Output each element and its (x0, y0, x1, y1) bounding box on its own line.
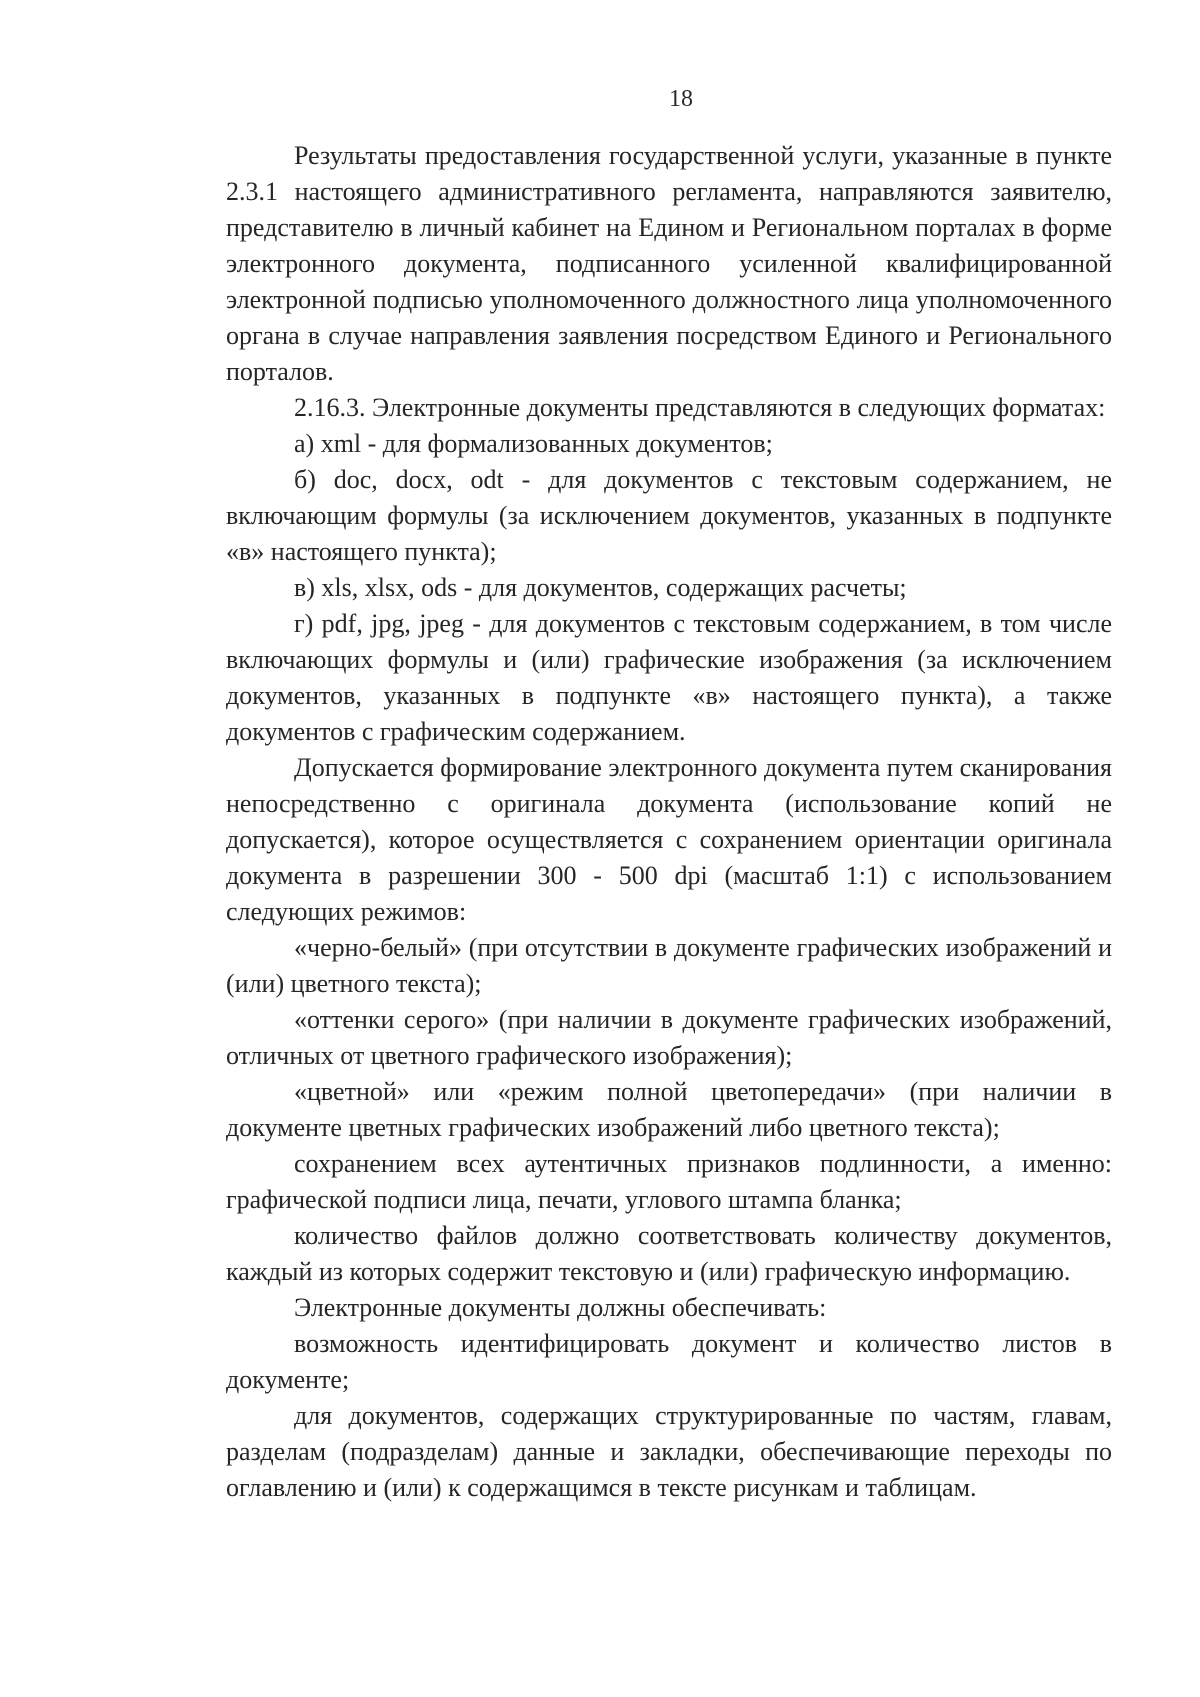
paragraph-file-count: количество файлов должно соответствовать количеству документов, каждый из которых содержит текстовую и (или) графическую информацию. (226, 1221, 1112, 1286)
requirement-identify: возможность идентифицировать документ и количество листов в документе; (226, 1329, 1112, 1394)
mode-color: «цветной» или «режим полной цветопередачи» (при наличии в документе цветных графических изображений либо цветного текста); (226, 1077, 1112, 1142)
list-item-pdf: г) pdf, jpg, jpeg - для документов с текстовым содержанием, в том числе включающих формулы и (или) графические изображения (за исключением документов, указанных в подпункте «в» настоящего пункта), а также документов с графическим содержанием. (226, 609, 1112, 746)
list-item-xls: в) xls, xlsx, ods - для документов, содержащих расчеты; (294, 573, 907, 602)
paragraph-formats-intro: 2.16.3. Электронные документы представляются в следующих форматах: (294, 393, 1106, 422)
paragraph-results-delivery: Результаты предоставления государственной услуги, указанные в пункте 2.3.1 настоящего административного регламента, направляются заявителю, представителю в личный кабинет на Едином и Региональном порталах в форме электронного документа, подписанного усиленной квалифицированной электронной подписью уполномоченного должностного лица уполномоченного органа в случае направления заявления посредством Единого и Регионального порталов. (226, 141, 1112, 386)
paragraph-requirements-intro: Электронные документы должны обеспечивать: (294, 1293, 827, 1322)
page-number: 18 (669, 86, 693, 112)
requirement-structure: для документов, содержащих структурированные по частям, главам, разделам (подразделам) данные и закладки, обеспечивающие переходы по оглавлению и (или) к содержащимся в тексте рисункам и таблицам. (226, 1401, 1112, 1502)
list-item-doc: б) doc, docx, odt - для документов с текстовым содержанием, не включающим формулы (за исключением документов, указанных в подпункте «в» настоящего пункта); (226, 465, 1112, 566)
list-item-xml: а) xml - для формализованных документов; (294, 429, 773, 458)
mode-grayscale: «оттенки серого» (при наличии в документе графических изображений, отличных от цветного графического изображения); (226, 1005, 1112, 1070)
paragraph-scanning: Допускается формирование электронного документа путем сканирования непосредственно с оригинала документа (использование копий не допускается), которое осуществляется с сохранением ориентации оригинала документа в разрешении 300 - 500 dpi (масштаб 1:1) с использованием следующих режимов: (226, 753, 1112, 926)
mode-black-white: «черно-белый» (при отсутствии в документе графических изображений и (или) цветного текста); (226, 933, 1112, 998)
document-body (226, 138, 1112, 1506)
paragraph-authenticity: сохранением всех аутентичных признаков подлинности, а именно: графической подписи лица, печати, углового штампа бланка; (226, 1149, 1112, 1214)
